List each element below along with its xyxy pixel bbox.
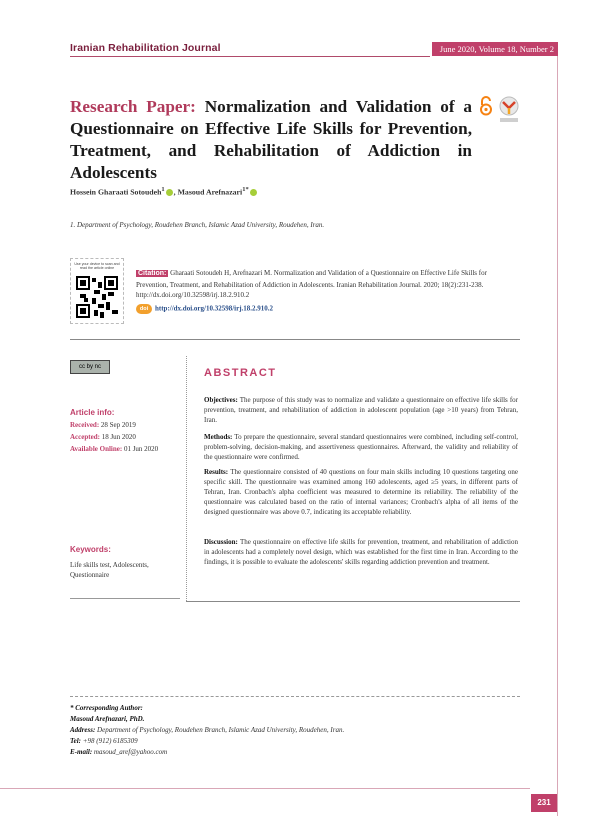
email-label: E-mail: <box>70 748 93 756</box>
email-value[interactable]: masoud_aref@yahoo.com <box>93 748 168 756</box>
objectives-text: The purpose of this study was to normalize and validate a questionnaire on effective life skills for prevention, treatment, and rehabilitation of addiction in adolescent population (age >10 years) from Tehran, Iran. <box>204 396 519 424</box>
online-date <box>70 445 158 453</box>
keywords-heading: Keywords: <box>70 545 111 554</box>
header-rule <box>70 56 430 57</box>
online-value: 01 Jun 2020 <box>123 445 159 453</box>
abstract-divider <box>186 601 520 602</box>
accepted-value: 18 Jun 2020 <box>101 433 136 441</box>
column-divider <box>186 356 187 601</box>
accepted-label: Accepted: <box>70 433 100 441</box>
abstract-heading: ABSTRACT <box>204 367 277 379</box>
orcid-icon[interactable] <box>250 189 257 196</box>
footnote-rule <box>70 696 520 697</box>
author-list <box>70 186 258 197</box>
author-name[interactable]: Masoud Arefnazari <box>177 187 243 197</box>
objectives-label: Objectives: <box>204 396 238 404</box>
section-divider <box>70 339 520 340</box>
abstract-methods <box>204 432 518 462</box>
address-value: Department of Psychology, Roudehen Branch, Islamic Azad University, Roudehen, Iran. <box>97 726 345 734</box>
affiliation: 1. Department of Psychology, Roudehen Branch, Islamic Azad University, Roudehen, Iran. <box>70 221 325 229</box>
title-text: Normalization and Validation of a Questionnaire on Effective Life Skills for Prevention, Treatment, and Rehabilitation of Addiction in Adolescents <box>70 97 473 182</box>
qr-caption: Use your device to scan and read the article online <box>74 262 120 271</box>
doi-icon: doi <box>136 304 152 314</box>
results-text: The questionnaire consisted of 40 questions on four main skills including 10 questions targeting one specific skill. The questionnaire was examined among 160 adolescents, aged ≥5 years, in different parts of Tehran, Iran. Cronbach's alpha coefficient was measured to determine its reliability. The reliability of the questionnaire was calculated based on the ratio of internal variances; Cronbach's alpha of all items of the designed questionnaire was above 0.7, indicating its acceptable reliability. <box>204 468 519 516</box>
abstract-discussion <box>204 537 518 567</box>
keywords-rule <box>70 598 180 599</box>
footer-rule <box>0 788 530 789</box>
results-label: Results: <box>204 468 229 476</box>
author-affiliation-marker: 1* <box>242 186 249 193</box>
received-date <box>70 421 136 429</box>
received-label: Received: <box>70 421 100 429</box>
cc-license-icon[interactable]: cc by nc <box>70 360 110 374</box>
right-margin-rule <box>557 56 558 816</box>
tel-value: +98 (912) 6185309 <box>82 737 138 745</box>
author-name[interactable]: Hossein Gharaati Sotoudeh <box>70 187 162 197</box>
doi-row <box>136 304 273 314</box>
paper-type: Research Paper: <box>70 97 196 116</box>
tel-label: Tel: <box>70 737 82 745</box>
author-separator: , <box>173 187 178 197</box>
discussion-label: Discussion: <box>204 538 238 546</box>
abstract-results <box>204 467 518 517</box>
doi-link[interactable]: http://dx.doi.org/10.32598/irj.18.2.910.2 <box>155 304 274 313</box>
issue-info: June 2020, Volume 18, Number 2 <box>432 42 558 56</box>
corresponding-heading: * Corresponding Author: <box>70 704 143 712</box>
article-info-heading: Article info: <box>70 408 115 417</box>
methods-text: To prepare the questionnaire, several standard questionnaires were combined, including self-control, problem-solving, decision-making, and assertiveness questionnaires. Afterward, the validity and reliability of the questionnaire were confirmed. <box>204 433 519 461</box>
author-affiliation-marker: 1 <box>161 186 165 193</box>
citation-block <box>136 268 520 301</box>
qr-code-icon[interactable] <box>76 276 118 318</box>
received-value: 28 Sep 2019 <box>100 421 136 429</box>
address-label: Address: <box>70 726 96 734</box>
article-title <box>70 96 472 184</box>
crossmark-icon <box>498 96 520 124</box>
discussion-text: The questionnaire on effective life skills for prevention, treatment, and rehabilitation of addiction in adolescents had a completely novel design, which was established for the first time in Iran. According to the findings, it is possible to evaluate the adolescents' skills regarding addiction prevention and treatment. <box>204 538 518 566</box>
keywords-text: Life skills test, Adolescents, Questionnaire <box>70 561 149 579</box>
citation-text: Gharaati Sotoudeh H, Arefnazari M. Normalization and Validation of a Questionnaire on Effective Life Skills for Prevention, Treatment, and Rehabilitation of Addiction in Adolescents. Iranian Rehabilitation Journal. 2020; 18(2):231-238. http://dx.doi.org/10.32598/irj.18.2.910.2 <box>136 269 487 299</box>
corresponding-author <box>70 703 344 758</box>
journal-name: Iranian Rehabilitation Journal <box>70 42 221 54</box>
citation-label: Citation: <box>138 270 167 277</box>
accepted-date <box>70 433 136 441</box>
page-number: 231 <box>531 794 557 812</box>
online-label: Available Online: <box>70 445 123 453</box>
open-access-icon <box>478 96 494 116</box>
orcid-icon[interactable] <box>166 189 173 196</box>
methods-label: Methods: <box>204 433 233 441</box>
corresponding-name: Masoud Arefnazari, PhD. <box>70 715 145 723</box>
abstract-objectives <box>204 395 518 425</box>
